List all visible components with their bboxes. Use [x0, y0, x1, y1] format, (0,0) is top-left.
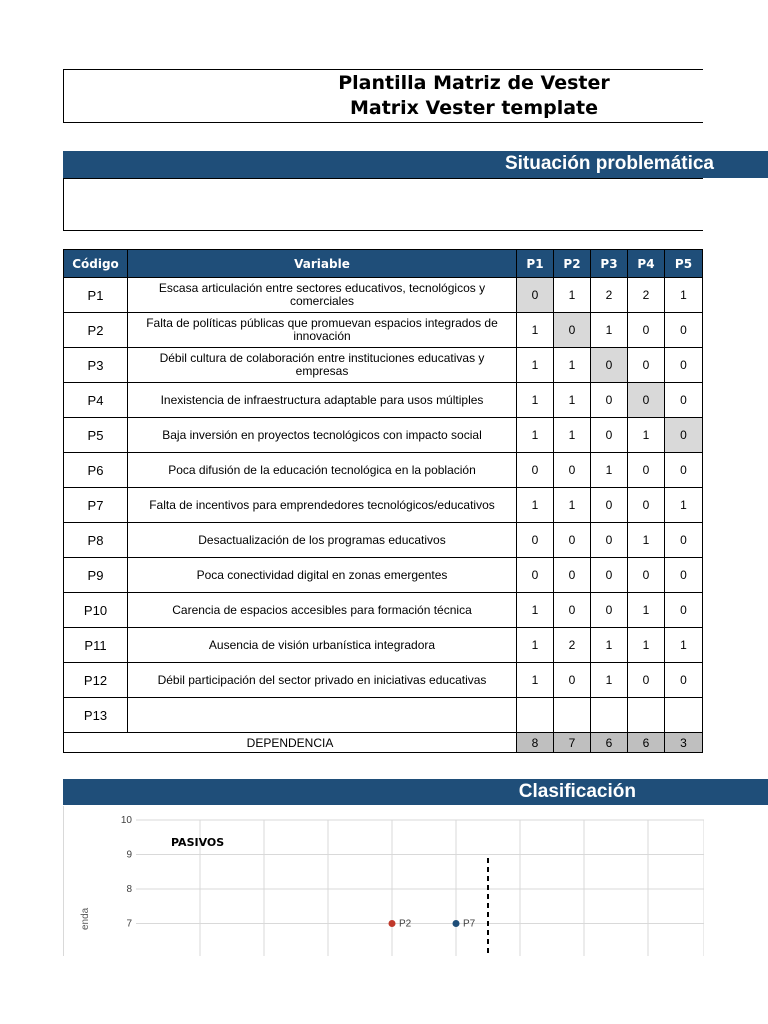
influence-cell[interactable]: 2 [628, 278, 665, 313]
influence-cell[interactable]: 0 [554, 558, 591, 593]
row-code: P5 [64, 418, 128, 453]
title-box [63, 69, 703, 123]
matrix-row [64, 628, 703, 663]
classification-header [63, 779, 768, 805]
row-variable: Escasa articulación entre sectores educativos, tecnológicos y comerciales [128, 278, 517, 313]
row-code: P7 [64, 488, 128, 523]
quadrant-label-pasivos: PASIVOS [171, 836, 225, 849]
influence-cell[interactable]: 1 [628, 593, 665, 628]
column-header-p5: P5 [665, 250, 703, 278]
matrix-header-row [64, 250, 703, 278]
influence-cell[interactable]: 0 [591, 558, 628, 593]
row-code: P9 [64, 558, 128, 593]
influence-cell[interactable]: 1 [517, 628, 554, 663]
matrix-body [64, 278, 703, 733]
classification-heading: Clasificación [518, 781, 636, 802]
column-header-p1: P1 [517, 250, 554, 278]
matrix-row [64, 663, 703, 698]
influence-cell[interactable]: 0 [628, 348, 665, 383]
influence-cell[interactable]: 1 [591, 313, 628, 348]
influence-cell[interactable]: 0 [591, 593, 628, 628]
influence-cell[interactable]: 0 [628, 313, 665, 348]
matrix-row [64, 383, 703, 418]
influence-cell[interactable]: 1 [517, 488, 554, 523]
matrix-row [64, 313, 703, 348]
data-label-p2: P2 [399, 918, 412, 930]
influence-cell[interactable]: 1 [628, 628, 665, 663]
dependency-p5: 3 [665, 733, 703, 753]
influence-cell[interactable]: 1 [665, 628, 703, 663]
column-header-code: Código [64, 250, 128, 278]
dependency-p4: 6 [628, 733, 665, 753]
influence-cell[interactable]: 0 [591, 523, 628, 558]
influence-cell[interactable] [554, 698, 591, 733]
influence-cell[interactable]: 1 [554, 278, 591, 313]
row-variable: Baja inversión en proyectos tecnológicos con impacto social [128, 418, 517, 453]
influence-cell[interactable]: 0 [665, 558, 703, 593]
influence-cell[interactable]: 1 [591, 628, 628, 663]
influence-cell[interactable]: 0 [554, 453, 591, 488]
influence-cell[interactable]: 0 [665, 348, 703, 383]
matrix-row [64, 278, 703, 313]
row-variable: Falta de incentivos para emprendedores tecnológicos/educativos [128, 488, 517, 523]
influence-cell[interactable]: 1 [591, 453, 628, 488]
influence-cell[interactable]: 1 [517, 663, 554, 698]
vester-matrix [63, 249, 703, 753]
row-variable: Inexistencia de infraestructura adaptable para usos múltiples [128, 383, 517, 418]
row-code: P3 [64, 348, 128, 383]
influence-cell[interactable]: 0 [665, 313, 703, 348]
influence-cell[interactable]: 0 [591, 383, 628, 418]
influence-cell[interactable]: 0 [628, 663, 665, 698]
influence-cell[interactable]: 0 [591, 418, 628, 453]
influence-cell[interactable]: 0 [517, 278, 554, 313]
matrix-row [64, 593, 703, 628]
influence-cell[interactable]: 0 [554, 663, 591, 698]
situation-header [63, 151, 768, 178]
row-code: P4 [64, 383, 128, 418]
data-point-p7[interactable] [453, 920, 460, 927]
row-code: P10 [64, 593, 128, 628]
influence-cell[interactable]: 0 [591, 488, 628, 523]
influence-cell[interactable]: 1 [517, 418, 554, 453]
influence-cell[interactable]: 0 [665, 523, 703, 558]
influence-cell[interactable]: 0 [628, 558, 665, 593]
row-code: P8 [64, 523, 128, 558]
influence-cell[interactable]: 1 [517, 593, 554, 628]
influence-cell[interactable] [628, 698, 665, 733]
data-label-p7: P7 [463, 918, 476, 930]
influence-cell[interactable] [665, 698, 703, 733]
influence-cell[interactable]: 1 [628, 523, 665, 558]
influence-cell[interactable]: 0 [628, 383, 665, 418]
row-code: P11 [64, 628, 128, 663]
title-english: Matrix Vester template [349, 97, 599, 119]
row-code: P2 [64, 313, 128, 348]
matrix-row [64, 453, 703, 488]
influence-cell[interactable]: 1 [554, 383, 591, 418]
influence-cell[interactable]: 0 [665, 663, 703, 698]
influence-cell[interactable] [517, 698, 554, 733]
row-variable: Desactualización de los programas educativos [128, 523, 517, 558]
influence-cell[interactable]: 1 [554, 418, 591, 453]
row-variable [128, 698, 517, 733]
matrix-row [64, 418, 703, 453]
dependency-p2: 7 [554, 733, 591, 753]
column-header-p3: P3 [591, 250, 628, 278]
influence-cell[interactable]: 0 [665, 593, 703, 628]
influence-cell[interactable]: 0 [517, 558, 554, 593]
dependency-p1: 8 [517, 733, 554, 753]
matrix-row [64, 523, 703, 558]
influence-cell[interactable]: 1 [665, 278, 703, 313]
influence-cell[interactable]: 0 [517, 523, 554, 558]
matrix-row [64, 348, 703, 383]
row-variable: Carencia de espacios accesibles para formación técnica [128, 593, 517, 628]
row-variable: Poca difusión de la educación tecnológica en la población [128, 453, 517, 488]
y-tick-label: 7 [126, 918, 132, 930]
influence-cell[interactable] [591, 698, 628, 733]
row-variable: Ausencia de visión urbanística integradora [128, 628, 517, 663]
influence-cell[interactable]: 1 [517, 383, 554, 418]
influence-cell[interactable]: 0 [665, 383, 703, 418]
dependency-label: DEPENDENCIA [64, 733, 517, 753]
column-header-variable: Variable [128, 250, 517, 278]
scatter-plot [64, 806, 704, 956]
y-tick-label: 10 [120, 815, 132, 826]
matrix-row [64, 698, 703, 733]
influence-cell[interactable]: 1 [591, 663, 628, 698]
influence-cell[interactable]: 0 [554, 313, 591, 348]
influence-cell[interactable]: 1 [554, 348, 591, 383]
dependency-row [64, 733, 703, 753]
title-spanish: Plantilla Matriz de Vester [338, 72, 610, 94]
influence-cell[interactable]: 0 [517, 453, 554, 488]
row-code: P12 [64, 663, 128, 698]
y-tick-label: 9 [126, 849, 132, 861]
influence-cell[interactable]: 1 [554, 488, 591, 523]
row-variable: Falta de políticas públicas que promuevan espacios integrados de innovación [128, 313, 517, 348]
influence-cell[interactable]: 1 [665, 488, 703, 523]
row-code: P13 [64, 698, 128, 733]
row-variable: Poca conectividad digital en zonas emergentes [128, 558, 517, 593]
influence-cell[interactable]: 1 [517, 313, 554, 348]
column-header-p2: P2 [554, 250, 591, 278]
data-point-p2[interactable] [389, 920, 396, 927]
situation-text-box[interactable] [63, 178, 703, 231]
influence-cell[interactable]: 0 [628, 488, 665, 523]
influence-cell[interactable]: 1 [628, 418, 665, 453]
matrix-row [64, 488, 703, 523]
y-axis-label: enda [80, 907, 91, 930]
classification-chart [63, 806, 704, 956]
row-code: P6 [64, 453, 128, 488]
dependency-p3: 6 [591, 733, 628, 753]
matrix-row [64, 558, 703, 593]
influence-cell[interactable]: 0 [591, 348, 628, 383]
influence-cell[interactable]: 0 [554, 523, 591, 558]
influence-cell[interactable]: 2 [554, 628, 591, 663]
column-header-p4: P4 [628, 250, 665, 278]
row-variable: Débil cultura de colaboración entre instituciones educativas y empresas [128, 348, 517, 383]
influence-cell[interactable]: 0 [665, 418, 703, 453]
influence-cell[interactable]: 1 [517, 348, 554, 383]
y-tick-label: 8 [126, 884, 132, 895]
situation-heading: Situación problemática [504, 153, 714, 174]
influence-cell[interactable]: 2 [591, 278, 628, 313]
influence-cell[interactable]: 0 [665, 453, 703, 488]
row-variable: Débil participación del sector privado en iniciativas educativas [128, 663, 517, 698]
influence-cell[interactable]: 0 [554, 593, 591, 628]
row-code: P1 [64, 278, 128, 313]
influence-cell[interactable]: 0 [628, 453, 665, 488]
